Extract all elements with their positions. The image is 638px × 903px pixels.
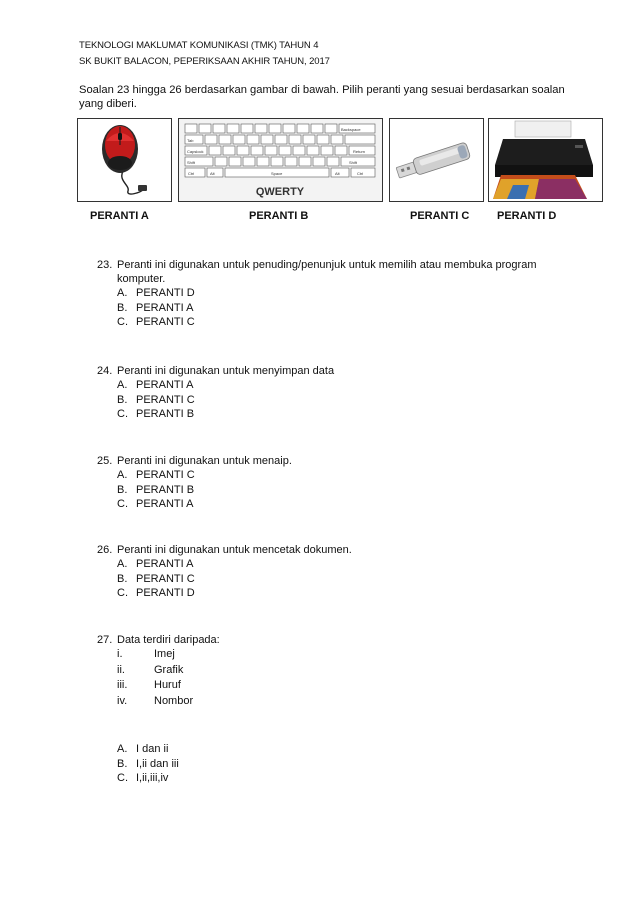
question-text: Peranti ini digunakan untuk menaip. [117,455,292,467]
keyboard-caption: QWERTY [255,186,305,198]
option-c: C. PERANTI C [117,316,195,328]
question-text: Peranti ini digunakan untuk mencetak dokumen. [117,544,352,556]
option-c: C. PERANTI A [117,498,194,510]
label-peranti-d: PERANTI D [497,210,557,222]
label-peranti-c: PERANTI C [410,210,470,222]
key-backspace-label: Backspace [341,127,361,132]
key-shift-right-label: Shift [349,160,358,165]
question-number: 26. [97,544,113,556]
label-peranti-b: PERANTI B [249,210,309,222]
inkjet-printer-icon [488,118,603,202]
header-line-2: SK BUKIT BALACON, PEPERIKSAAN AKHIR TAHUN, 2017 [79,56,330,67]
question-26 [97,543,537,601]
question-number: 23. [97,259,113,271]
header-line-1: TEKNOLOGI MAKLUMAT KOMUNIKASI (TMK) TAHUN 4 [79,40,319,51]
option-a: A. PERANTI D [117,287,195,299]
option-b: B. PERANTI C [117,572,195,585]
question-24 [97,364,537,422]
option-c: C. PERANTI D [117,587,195,599]
list-item: i. Imej [117,648,175,660]
option-b: B. PERANTI B [117,483,195,496]
label-peranti-a: PERANTI A [90,210,149,222]
key-tab-label: Tab [187,138,194,143]
question-27 [97,633,537,786]
option-a: A. I dan ii [117,743,169,755]
question-number: 25. [97,455,113,467]
list-item: iii. Huruf [117,679,181,691]
option-c: C. I,ii,iii,iv [117,772,169,784]
question-text: Peranti ini digunakan untuk menyimpan data [117,365,335,377]
key-alt-left-label: Alt [210,171,215,176]
option-b: B. I,ii dan iii [117,757,179,770]
key-ctrl-left-label: Ctrl [188,171,195,176]
key-shift-left-label: Shift [187,160,196,165]
question-number: 27. [97,634,113,646]
question-25 [97,454,537,512]
question-text: Data terdiri daripada: [117,634,220,646]
option-b: B. PERANTI A [117,301,194,314]
device-images [0,118,638,202]
usb-flash-drive-icon [389,118,484,202]
option-a: A. PERANTI A [117,558,194,570]
option-c: C. PERANTI B [117,408,195,420]
key-space-label: Space [271,171,283,176]
intro-instructions: Soalan 23 hingga 26 berdasarkan gambar di bawah. Pilih peranti yang sesuai berdasarkan soalan yang diberi. [79,84,565,110]
option-a: A. PERANTI A [117,379,194,391]
question-number: 24. [97,365,113,377]
key-ctrl-right-label: Ctrl [357,171,364,176]
document-header [79,38,330,70]
option-a: A. PERANTI C [117,469,195,481]
key-alt-right-label: Alt [335,171,340,176]
question-23 [97,258,537,330]
computer-mouse-icon [77,118,172,202]
option-b: B. PERANTI C [117,393,195,406]
key-capslock-label: Capslock [187,149,204,154]
key-enter-label: Return [353,149,366,154]
list-item: ii. Grafik [117,663,184,676]
question-text: Peranti ini digunakan untuk penuding/penunjuk untuk memilih atau membuka program komputer. [117,259,537,285]
keyboard-icon [178,118,383,202]
list-item: iv. Nombor [117,694,194,707]
